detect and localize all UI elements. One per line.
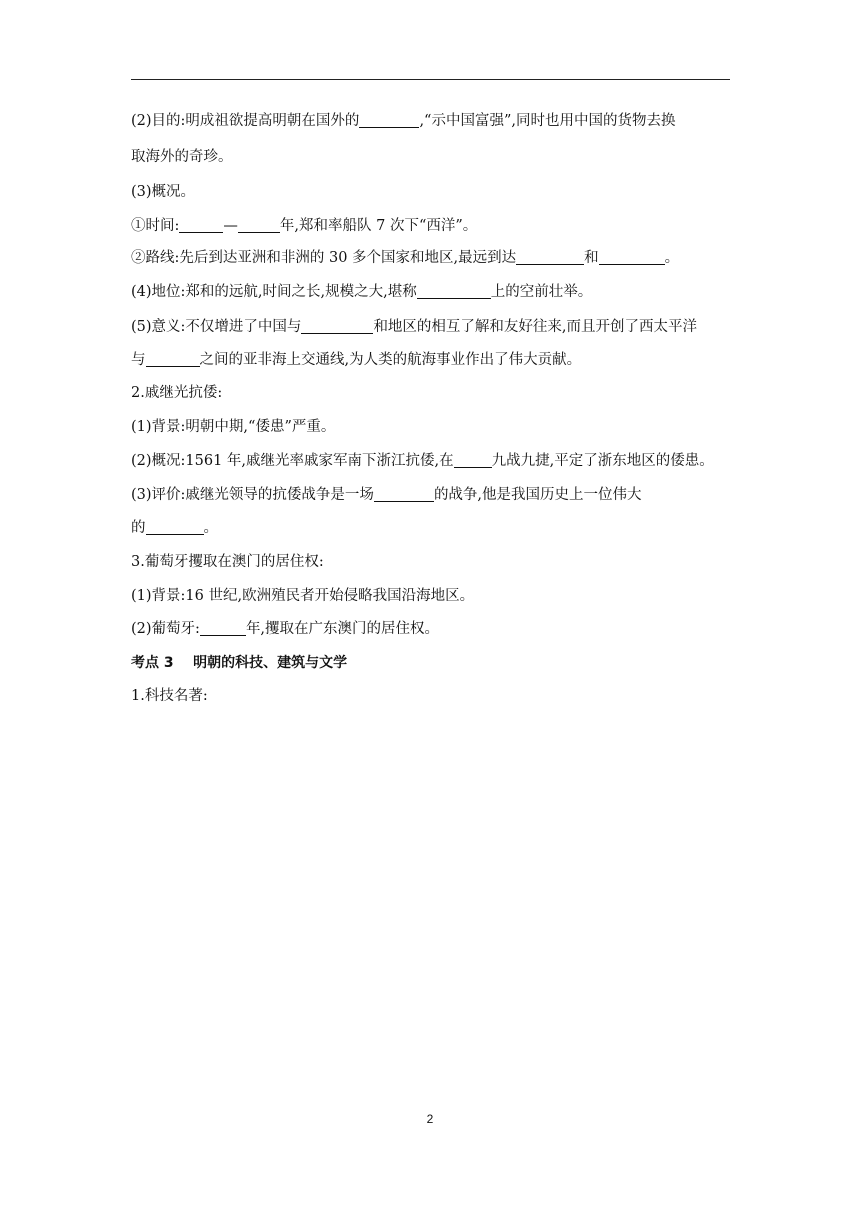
text-line bbox=[131, 111, 731, 131]
text: 1.科技名著: bbox=[131, 688, 208, 704]
text: (4)地位:郑和的远航,时间之长,规模之大,堪称 bbox=[131, 284, 417, 300]
text-line bbox=[131, 383, 731, 403]
fill-blank[interactable] bbox=[200, 620, 246, 636]
fill-blank[interactable] bbox=[516, 249, 584, 265]
text: 的战争,他是我国历史上一位伟大 bbox=[433, 487, 642, 503]
text-line bbox=[131, 282, 731, 302]
text: (1)背景:明朝中期,“倭患”严重。 bbox=[131, 419, 336, 435]
fill-blank[interactable] bbox=[454, 452, 492, 468]
text: 的 bbox=[131, 520, 146, 536]
text-line bbox=[131, 182, 731, 202]
text: 取海外的奇珍。 bbox=[131, 149, 233, 165]
text-line bbox=[131, 216, 731, 236]
page-number: 2 bbox=[426, 1112, 434, 1126]
section-heading: 考点 3 明朝的科技、建筑与文学 bbox=[131, 655, 348, 671]
text: — bbox=[223, 218, 238, 234]
fill-blank[interactable] bbox=[599, 249, 665, 265]
text: 九战九捷,平定了浙东地区的倭患。 bbox=[491, 453, 714, 469]
text: ①时间: bbox=[131, 218, 180, 234]
fill-blank[interactable] bbox=[374, 486, 434, 502]
text: 年,郑和率船队 7 次下“西洋”。 bbox=[279, 218, 478, 234]
text: 3.葡萄牙攫取在澳门的居住权: bbox=[131, 554, 324, 570]
text: ,“示中国富强”,同时也用中国的货物去换 bbox=[419, 113, 676, 129]
text-line bbox=[131, 147, 731, 167]
text: 上的空前壮举。 bbox=[490, 284, 593, 300]
fill-blank[interactable] bbox=[301, 318, 373, 334]
text: 。 bbox=[664, 250, 680, 266]
text: (2)目的:明成祖欲提高明朝在国外的 bbox=[131, 113, 360, 129]
text-line bbox=[131, 248, 731, 268]
text: ②路线:先后到达亚洲和非洲的 30 多个国家和地区,最远到达 bbox=[131, 250, 517, 266]
text-line bbox=[131, 317, 731, 337]
text: (1)背景:16 世纪,欧洲殖民者开始侵略我国沿海地区。 bbox=[131, 588, 475, 604]
fill-blank[interactable] bbox=[417, 283, 491, 299]
text: 和地区的相互了解和友好往来,而且开创了西太平洋 bbox=[373, 319, 698, 335]
text-line bbox=[131, 552, 731, 572]
text-line bbox=[131, 686, 731, 706]
fill-blank[interactable] bbox=[146, 351, 200, 367]
fill-blank[interactable] bbox=[238, 217, 280, 233]
text-line bbox=[131, 619, 731, 639]
text: 2.戚继光抗倭: bbox=[131, 385, 223, 401]
fill-blank[interactable] bbox=[359, 112, 419, 128]
text-line bbox=[131, 451, 731, 471]
text: (5)意义:不仅增进了中国与 bbox=[131, 319, 302, 335]
text-line bbox=[131, 485, 731, 505]
text: (3)概况。 bbox=[131, 184, 196, 200]
text-line bbox=[131, 417, 731, 437]
text: (2)概况:1561 年,戚继光率戚家军南下浙江抗倭,在 bbox=[131, 453, 454, 469]
text: 。 bbox=[203, 520, 218, 536]
fill-blank[interactable] bbox=[179, 217, 223, 233]
text-line bbox=[131, 586, 731, 606]
text: (2)葡萄牙: bbox=[131, 621, 200, 637]
text-line bbox=[131, 518, 731, 538]
text: 和 bbox=[584, 250, 599, 266]
text-line bbox=[131, 350, 731, 370]
text: 与 bbox=[131, 352, 146, 368]
fill-blank[interactable] bbox=[146, 519, 204, 535]
text: 年,攫取在广东澳门的居住权。 bbox=[245, 621, 440, 637]
header-rule bbox=[131, 79, 730, 80]
text: (3)评价:戚继光领导的抗倭战争是一场 bbox=[131, 487, 374, 503]
text: 之间的亚非海上交通线,为人类的航海事业作出了伟大贡献。 bbox=[199, 352, 582, 368]
